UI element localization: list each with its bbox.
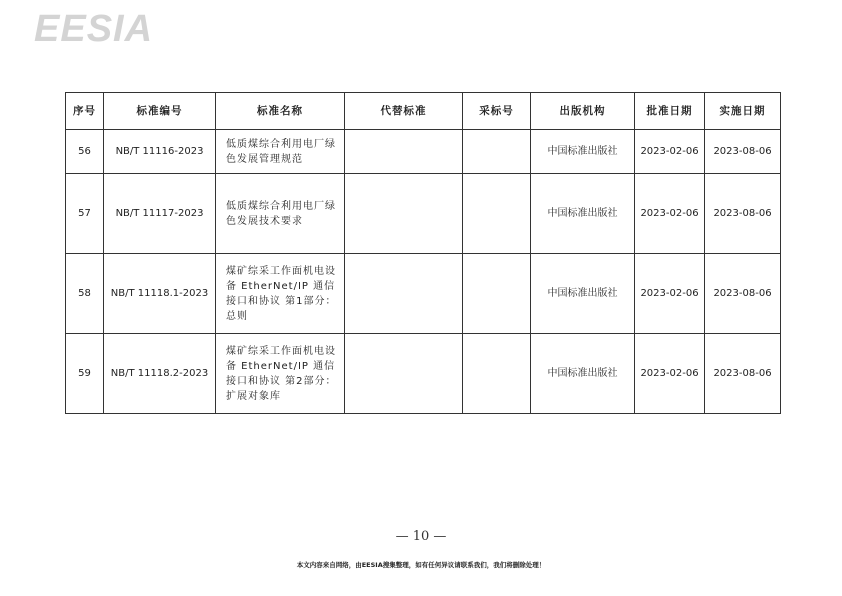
table-row: [66, 174, 781, 254]
standard-code: NB/T 11118.2-2023: [104, 334, 216, 414]
col-header-adopted: 采标号: [463, 93, 531, 130]
adopted-cell: [463, 334, 531, 414]
replaces-cell: [345, 254, 463, 334]
standard-code: NB/T 11118.1-2023: [104, 254, 216, 334]
row-number: 59: [66, 334, 104, 414]
publisher: 中国标准出版社: [531, 174, 635, 254]
effective-date: 2023-08-06: [705, 130, 781, 174]
standard-name: 低质煤综合利用电厂绿色发展管理规范: [216, 130, 345, 174]
eesia-logo: EESIA: [34, 8, 154, 50]
effective-date: 2023-08-06: [705, 254, 781, 334]
row-number: 57: [66, 174, 104, 254]
col-header-effective: 实施日期: [705, 93, 781, 130]
standards-table: [65, 92, 781, 414]
replaces-cell: [345, 174, 463, 254]
standard-code: NB/T 11116-2023: [104, 130, 216, 174]
col-header-number: 序号: [66, 93, 104, 130]
table-row: [66, 334, 781, 414]
publisher: 中国标准出版社: [531, 130, 635, 174]
standard-code: NB/T 11117-2023: [104, 174, 216, 254]
approved-date: 2023-02-06: [635, 334, 705, 414]
adopted-cell: [463, 174, 531, 254]
replaces-cell: [345, 130, 463, 174]
publisher: 中国标准出版社: [531, 334, 635, 414]
adopted-cell: [463, 254, 531, 334]
page-number: — 10 —: [395, 529, 447, 544]
footer-note: 本文内容来自网络，由EESIA搜集整理，如有任何异议请联系我们，我们将删除处理！: [296, 561, 546, 569]
col-header-approved: 批准日期: [635, 93, 705, 130]
adopted-cell: [463, 130, 531, 174]
standard-name: 煤矿综采工作面机电设备 EtherNet/IP 通信接口和协议 第1部分：总则: [216, 254, 345, 334]
effective-date: 2023-08-06: [705, 174, 781, 254]
standard-name: 低质煤综合利用电厂绿色发展技术要求: [216, 174, 345, 254]
approved-date: 2023-02-06: [635, 130, 705, 174]
row-number: 56: [66, 130, 104, 174]
publisher: 中国标准出版社: [531, 254, 635, 334]
replaces-cell: [345, 334, 463, 414]
col-header-name: 标准名称: [216, 93, 345, 130]
col-header-code: 标准编号: [104, 93, 216, 130]
table-row: [66, 254, 781, 334]
approved-date: 2023-02-06: [635, 254, 705, 334]
col-header-publisher: 出版机构: [531, 93, 635, 130]
col-header-replaces: 代替标准: [345, 93, 463, 130]
row-number: 58: [66, 254, 104, 334]
standard-name: 煤矿综采工作面机电设备 EtherNet/IP 通信接口和协议 第2部分：扩展对象库: [216, 334, 345, 414]
effective-date: 2023-08-06: [705, 334, 781, 414]
table-row: [66, 130, 781, 174]
table-header-row: [66, 93, 781, 130]
approved-date: 2023-02-06: [635, 174, 705, 254]
